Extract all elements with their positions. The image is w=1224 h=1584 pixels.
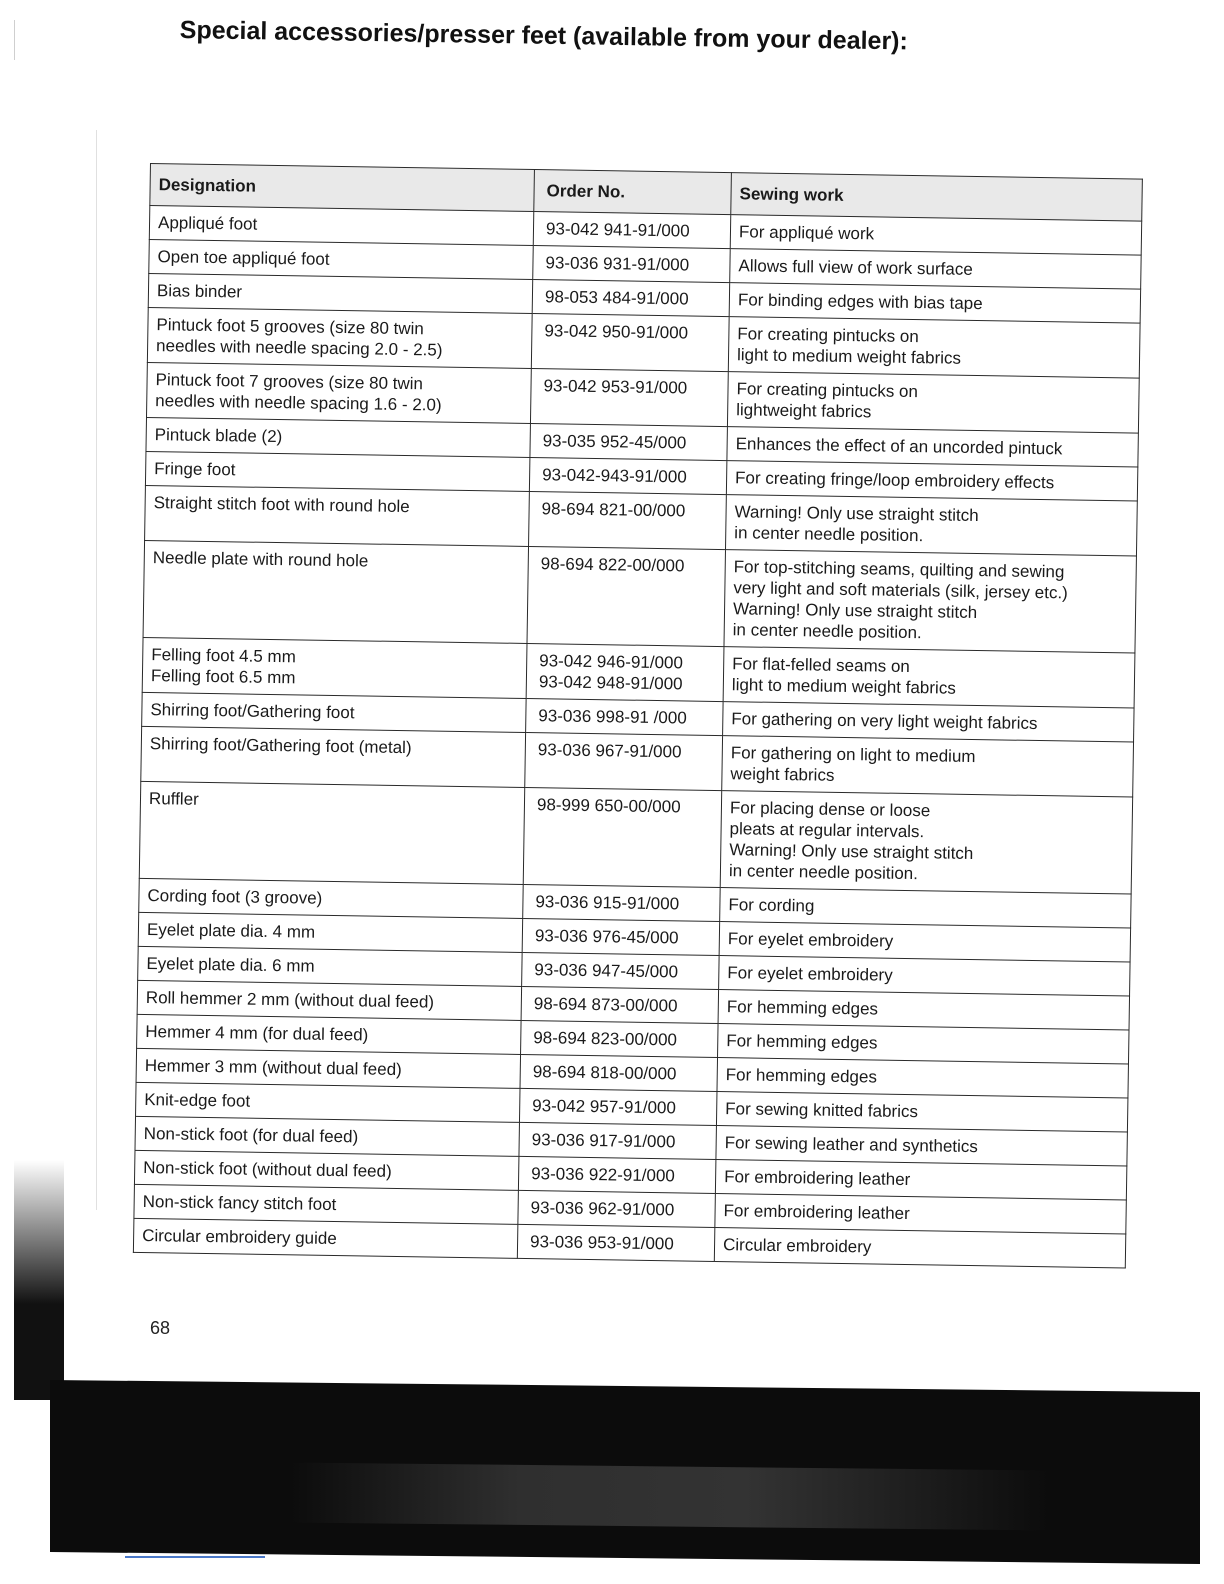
cell-sewing-work: For gathering on very light weight fabrics — [723, 702, 1134, 742]
cell-sewing-work: For hemming edges — [718, 1024, 1129, 1064]
cell-order-no: 98-694 823-00/000 — [521, 1020, 719, 1057]
cell-order-no: 93-036 917-91/000 — [519, 1122, 717, 1159]
cell-order-no: 98-053 484-91/000 — [532, 280, 730, 317]
cell-order-no: 93-036 962-91/000 — [518, 1190, 716, 1227]
page-title: Special accessories/presser feet (available from your dealer): — [179, 16, 909, 56]
cell-designation: Knit-edge foot — [136, 1082, 520, 1122]
cell-order-no: 93-042 946-91/000 93-042 948-91/000 — [526, 643, 724, 701]
cell-order-no: 93-036 915-91/000 — [523, 884, 721, 921]
cell-sewing-work: For binding edges with bias tape — [729, 283, 1140, 323]
cell-designation: Pintuck blade (2) — [146, 417, 530, 457]
table-row — [139, 781, 1132, 894]
cell-sewing-work: For cording — [720, 888, 1131, 928]
cell-designation: Hemmer 4 mm (for dual feed) — [137, 1014, 521, 1054]
cell-sewing-work: For top-stitching seams, quilting and sewing very light and soft materials (silk, jersey etc.) Warning! Only use straight stitch in center needle position. — [724, 550, 1136, 653]
cell-order-no: 98-999 650-00/000 — [523, 787, 721, 887]
cell-designation: Felling foot 4.5 mm Felling foot 6.5 mm — [142, 637, 527, 698]
cell-order-no: 93-042 941-91/000 — [533, 212, 731, 249]
cell-designation: Ruffler — [139, 781, 524, 884]
cell-sewing-work: For embroidering leather — [715, 1194, 1126, 1234]
cell-order-no: 93-036 998-91 /000 — [526, 698, 724, 735]
cell-sewing-work: For eyelet embroidery — [719, 956, 1130, 996]
cell-sewing-work: For flat-felled seams on light to medium weight fabrics — [723, 647, 1135, 708]
header-sewing-work: Sewing work — [731, 173, 1143, 221]
cell-order-no: 98-694 821-00/000 — [529, 491, 727, 549]
cell-sewing-work: For creating pintucks on light to medium weight fabrics — [728, 317, 1140, 378]
cell-sewing-work: For creating pintucks on lightweight fabrics — [727, 372, 1139, 433]
cell-sewing-work: For embroidering leather — [715, 1160, 1126, 1200]
cell-designation: Hemmer 3 mm (without dual feed) — [136, 1048, 520, 1088]
cell-sewing-work: For sewing leather and synthetics — [716, 1126, 1127, 1166]
cell-designation: Shirring foot/Gathering foot — [142, 692, 526, 732]
accessories-table-wrapper — [133, 163, 1142, 1268]
header-order-no: Order No. — [534, 170, 732, 215]
cell-designation: Non-stick fancy stitch foot — [134, 1184, 518, 1224]
cell-designation: Cording foot (3 groove) — [139, 878, 523, 918]
cell-order-no: 93-036 922-91/000 — [518, 1156, 716, 1193]
cell-order-no: 93-036 953-91/000 — [517, 1224, 715, 1261]
cell-sewing-work: Allows full view of work surface — [730, 249, 1141, 289]
cell-sewing-work: Enhances the effect of an uncorded pintuck — [727, 427, 1138, 467]
cell-designation: Eyelet plate dia. 6 mm — [138, 946, 522, 986]
cell-designation: Bias binder — [148, 273, 532, 313]
cell-order-no: 93-036 976-45/000 — [522, 918, 720, 955]
scan-shadow-bottom — [50, 1380, 1200, 1564]
cell-sewing-work: For placing dense or loose pleats at regular intervals. Warning! Only use straight stitch in center needle position. — [720, 791, 1132, 894]
cell-order-no: 93-042-943-91/000 — [529, 458, 727, 495]
cell-sewing-work: Warning! Only use straight stitch in center needle position. — [725, 495, 1137, 556]
cell-designation: Roll hemmer 2 mm (without dual feed) — [137, 980, 521, 1020]
page-number: 68 — [150, 1318, 171, 1338]
cell-sewing-work: For hemming edges — [718, 990, 1129, 1030]
cell-order-no: 93-042 953-91/000 — [530, 369, 728, 427]
cell-order-no: 93-036 967-91/000 — [525, 732, 723, 790]
cell-designation: Pintuck foot 5 grooves (size 80 twin needles with needle spacing 2.0 - 2.5) — [147, 307, 532, 368]
scan-edge-line — [125, 1556, 265, 1558]
cell-designation: Fringe foot — [145, 451, 529, 491]
header-designation: Designation — [150, 164, 535, 212]
cell-order-no: 93-042 957-91/000 — [519, 1088, 717, 1125]
cell-sewing-work: For creating fringe/loop embroidery effects — [726, 461, 1137, 501]
scan-shadow-left — [14, 1160, 64, 1400]
table-row — [143, 540, 1136, 653]
cell-sewing-work: For appliqué work — [730, 215, 1141, 255]
cell-order-no: 93-035 952-45/000 — [530, 424, 728, 461]
cell-designation: Non-stick foot (for dual feed) — [135, 1116, 519, 1156]
cell-order-no: 98-694 818-00/000 — [520, 1054, 718, 1091]
cell-order-no: 93-042 950-91/000 — [531, 314, 729, 372]
cell-order-no: 93-036 947-45/000 — [522, 952, 720, 989]
cell-designation: Eyelet plate dia. 4 mm — [138, 912, 522, 952]
cell-sewing-work: For hemming edges — [717, 1058, 1128, 1098]
cell-designation: Shirring foot/Gathering foot (metal) — [141, 726, 526, 787]
accessories-table — [133, 163, 1143, 1268]
cell-designation: Circular embroidery guide — [133, 1218, 517, 1258]
cell-order-no: 93-036 931-91/000 — [533, 246, 731, 283]
cell-order-no: 98-694 822-00/000 — [527, 546, 725, 646]
table-body — [133, 206, 1141, 1268]
cell-designation: Appliqué foot — [149, 206, 533, 246]
page-fold-line — [96, 130, 97, 1210]
cell-designation: Open toe appliqué foot — [149, 239, 533, 279]
cell-designation: Non-stick foot (without dual feed) — [134, 1150, 518, 1190]
cell-designation: Pintuck foot 7 grooves (size 80 twin needles with needle spacing 1.6 - 2.0) — [147, 362, 532, 423]
cell-sewing-work: For gathering on light to medium weight fabrics — [722, 736, 1134, 797]
cell-sewing-work: For sewing knitted fabrics — [716, 1092, 1127, 1132]
cell-sewing-work: Circular embroidery — [714, 1228, 1125, 1268]
cell-order-no: 98-694 873-00/000 — [521, 986, 719, 1023]
cell-designation: Straight stitch foot with round hole — [145, 485, 530, 546]
cell-designation: Needle plate with round hole — [143, 540, 528, 643]
cell-sewing-work: For eyelet embroidery — [719, 922, 1130, 962]
page-edge-mark — [14, 20, 15, 60]
